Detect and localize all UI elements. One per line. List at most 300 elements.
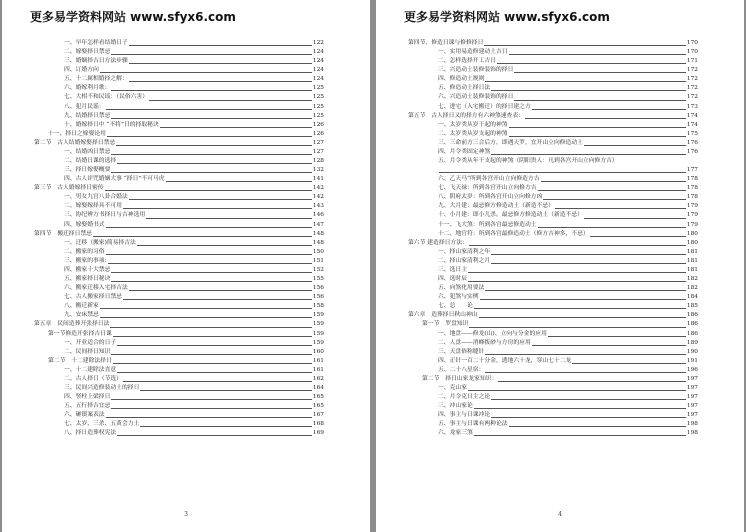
toc-leader-line — [514, 72, 686, 73]
toc-entry-title: 二、结婚日课的选择 — [64, 158, 117, 165]
toc-entry — [34, 157, 324, 166]
toc-entry-title: 第六章 造葬择日秋山神山 — [408, 312, 478, 319]
toc-entry — [34, 348, 324, 357]
toc-entry-page: 161 — [312, 366, 324, 373]
toc-entry-title: 二、民间择日知识 — [64, 348, 111, 355]
toc-entry-title: 第一节 罗盘知识 — [422, 321, 469, 328]
toc-entry-page: 160 — [312, 348, 324, 355]
toc-entry — [408, 420, 698, 429]
toc-entry-page: 197 — [686, 394, 698, 401]
toc-entry-title: 二、搬家的习俗 — [64, 248, 105, 255]
toc-entry-page: 124 — [312, 58, 324, 65]
toc-entry — [408, 402, 698, 411]
toc-entry-page: 152 — [312, 266, 324, 273]
toc-entry — [34, 93, 324, 102]
toc-leader-line — [474, 408, 686, 409]
toc-leader-line — [146, 218, 312, 219]
toc-entry-page: 125 — [312, 94, 324, 101]
toc-entry-title: 七、进宅（入宅搬迁）的择日建之方 — [438, 103, 531, 110]
toc-entry-title: 七、大相不和民谣：（民俗六害） — [64, 94, 149, 101]
toc-leader-line — [485, 290, 686, 291]
toc-entry-title: 一、早年怎样看结婚日子 — [64, 40, 128, 46]
toc-entry-page: 126 — [312, 130, 324, 137]
toc-entry-page: 197 — [686, 384, 698, 391]
toc-entry-page: 189 — [686, 339, 698, 346]
toc-leader-line — [485, 354, 686, 355]
toc-entry-page: 176 — [686, 139, 698, 146]
toc-entry-page: 180 — [686, 230, 698, 237]
toc-leader-line — [123, 208, 312, 209]
toc-leader-line — [541, 181, 686, 182]
toc-leader-line — [491, 254, 686, 255]
toc-entry-page: 151 — [312, 257, 324, 264]
toc-entry-title: 十、小月建：即小儿杀。最忌修方修造动土（新造不忌） — [438, 212, 583, 219]
toc-leader-line — [111, 172, 312, 173]
toc-entry-title: 三、婚姻择吉日方法步骤 — [64, 58, 128, 65]
toc-leader-line — [584, 145, 686, 146]
toc-leader-line — [129, 81, 312, 82]
toc-entry-page: 161 — [312, 357, 324, 364]
toc-entry — [408, 75, 698, 84]
toc-entry — [34, 275, 324, 284]
toc-entry-title: 六、婚嫁利月歌： — [64, 85, 111, 92]
toc-leader-line — [149, 100, 312, 101]
toc-entry — [408, 357, 698, 366]
toc-entry — [408, 175, 698, 184]
toc-leader-line — [497, 63, 686, 64]
toc-entry-page: 126 — [312, 121, 324, 128]
toc-entry-title: 四、正针一百二十分金，透地六十龙，穿山七十二龙 — [438, 357, 572, 364]
toc-entry-title: 三、天盘俗称缝针 — [438, 348, 485, 355]
toc-entry-page: 156 — [312, 285, 324, 292]
toc-entry-title: 七、太岁、三杀、五黄会力士 — [64, 421, 140, 428]
toc-entry-title: 第五节 古人择日又的择方有六神煞速查表： — [408, 112, 524, 119]
toc-leader-line — [123, 381, 312, 382]
toc-entry-page: 197 — [686, 403, 698, 410]
toc-leader-line — [166, 181, 312, 182]
toc-entry — [34, 411, 324, 420]
toc-entry — [34, 121, 324, 130]
toc-leader-line — [509, 136, 686, 137]
toc-entry-title: 三、三命前方三合后方，即遇天罗，宜开山立向修造动土 — [438, 139, 583, 146]
toc-leader-line — [468, 281, 686, 282]
toc-entry — [34, 402, 324, 411]
toc-entry — [408, 48, 698, 57]
toc-entry-page: 170 — [686, 49, 698, 56]
toc-entry-title: 第二节 择日山家龙家知识： — [422, 375, 498, 382]
toc-entry — [408, 166, 698, 175]
toc-entry — [408, 330, 698, 339]
toc-entry — [408, 148, 698, 157]
toc-entry-page: 141 — [312, 176, 324, 183]
toc-entry-title: 七、飞天禄：所到各宫开山立向修方吉 — [438, 185, 537, 192]
toc-entry-title: 二、太岁类从岁支起的神煞 — [438, 130, 508, 137]
toc-entry — [34, 393, 324, 402]
toc-entry-title: 二、月令克日主之论 — [438, 394, 491, 401]
toc-entry-page: 128 — [312, 158, 324, 165]
toc-entry-page: 179 — [686, 221, 698, 228]
toc-entry — [34, 48, 324, 57]
toc-entry — [408, 157, 698, 166]
toc-entry-title: 一、地盘——修龙(山)、立向与分金的应用 — [438, 330, 547, 337]
toc-entry-title: 一、结婚凶日禁忌 — [64, 148, 111, 155]
toc-entry-title: 一、太岁类从岁干起的神煞 — [438, 121, 508, 128]
toc-entry-title: 四、搬家十大禁忌 — [64, 266, 111, 273]
toc-entry-page: 146 — [312, 212, 324, 219]
toc-entry-title: 五、修造动土择日法 — [438, 85, 491, 92]
toc-leader-line — [491, 417, 686, 418]
toc-entry-title: 三、兴造动土装修装饰的择日 — [438, 67, 514, 74]
toc-entry-title: 四、订婚方向 — [64, 67, 99, 74]
toc-leader-line — [123, 299, 312, 300]
toc-leader-line — [509, 127, 686, 128]
toc-entry-title: 第五章 民间造葬开张择日法 — [34, 321, 110, 328]
toc-leader-line — [111, 408, 312, 409]
toc-entry-page: 186 — [686, 330, 698, 337]
toc-entry — [408, 57, 698, 66]
toc-leader-line — [113, 363, 312, 364]
toc-leader-line — [140, 390, 312, 391]
toc-entry-page: 125 — [312, 103, 324, 110]
toc-entry-page: 165 — [312, 394, 324, 401]
toc-entry — [408, 202, 698, 211]
toc-leader-line — [129, 45, 312, 46]
toc-leader-line — [129, 199, 312, 200]
toc-leader-line — [100, 308, 312, 309]
toc-entry-page: 181 — [686, 248, 698, 255]
toc-entry-page: 186 — [686, 312, 698, 319]
toc-leader-line — [106, 254, 312, 255]
toc-entry-page: 178 — [686, 176, 698, 183]
left-page — [2, 0, 370, 532]
toc-entry-title: 二、古人择日（节选） — [64, 375, 122, 382]
toc-leader-line — [514, 100, 686, 101]
toc-entry — [408, 293, 698, 302]
toc-entry-page: 172 — [686, 67, 698, 74]
toc-leader-line — [480, 299, 686, 300]
toc-entry-title: 一、克山家 — [438, 384, 467, 391]
toc-entry — [34, 148, 324, 157]
toc-leader-line — [107, 136, 312, 137]
toc-entry — [34, 293, 324, 302]
toc-entry-title: 二、嫁娶择日禁忌 — [64, 49, 111, 56]
toc-entry-title: 四、选时辰 — [438, 276, 467, 283]
toc-entry — [408, 221, 698, 230]
toc-entry-page: 159 — [312, 339, 324, 346]
toc-entry — [34, 330, 324, 339]
toc-leader-line — [93, 236, 312, 237]
toc-entry-page: 181 — [686, 266, 698, 273]
toc-leader-line — [543, 199, 686, 200]
toc-leader-line — [111, 354, 312, 355]
toc-entry-page: 150 — [312, 248, 324, 255]
toc-leader-line — [491, 263, 686, 264]
toc-entry — [408, 184, 698, 193]
toc-leader-line — [117, 163, 312, 164]
toc-entry-title: 九、安床禁忌 — [64, 312, 99, 319]
toc-entry-title: 七、古人搬家择日禁忌 — [64, 294, 122, 301]
toc-entry-title: 第二节 十二建除法择日 — [48, 357, 112, 364]
toc-entry — [408, 257, 698, 266]
toc-entry — [34, 66, 324, 75]
toc-entry — [408, 393, 698, 402]
toc-entry-title: 五、月令类从年干支起的神煞（阴阳贵人：凡到各宫开山立向修方吉） — [438, 158, 618, 165]
toc-entry-page: 176 — [686, 148, 698, 155]
toc-entry — [408, 93, 698, 102]
toc-entry-page: 197 — [686, 412, 698, 419]
toc-leader-line — [532, 345, 686, 346]
toc-entry-title: 五、向煞化用要法 — [438, 285, 485, 292]
toc-entry-page: 191 — [686, 357, 698, 364]
toc-leader-line — [129, 290, 312, 291]
toc-leader-line — [106, 109, 312, 110]
toc-entry-title: 六、搬家迁移入宅择吉法 — [64, 285, 128, 292]
toc-entry-title: 四、修造动土规则 — [438, 76, 485, 83]
toc-entry-title: 十一、择日之嫁娶论用 — [48, 130, 106, 137]
toc-entry — [408, 284, 698, 293]
toc-entry — [34, 211, 324, 220]
toc-leader-line — [111, 272, 312, 273]
toc-entry — [34, 257, 324, 266]
toc-entry-page: 174 — [686, 112, 698, 119]
toc-leader-line — [485, 81, 686, 82]
toc-entry-page: 148 — [312, 230, 324, 237]
toc-entry-title: 十一、飞大煞：所到各宫最忌修造动土 — [438, 221, 537, 228]
toc-entry-page: 159 — [312, 321, 324, 328]
toc-entry — [408, 311, 698, 320]
toc-entry — [408, 384, 698, 393]
toc-leader-line — [498, 381, 686, 382]
toc-leader-line — [105, 190, 312, 191]
toc-entry-page: 182 — [686, 276, 698, 283]
toc-entry-page: 172 — [686, 85, 698, 92]
toc-entry — [408, 66, 698, 75]
toc-leader-line — [474, 435, 686, 436]
toc-entry-page: 165 — [312, 403, 324, 410]
toc-leader-line — [113, 336, 312, 337]
toc-entry-title: 三、择日嫁娶概要 — [64, 167, 111, 174]
toc-entry-page: 179 — [686, 203, 698, 210]
toc-leader-line — [484, 45, 686, 46]
toc-entry — [34, 429, 324, 438]
toc-entry-page: 179 — [686, 212, 698, 219]
toc-entry-title: 六、龙家三煞 — [438, 430, 473, 437]
toc-entry-page: 124 — [312, 49, 324, 56]
toc-entry — [34, 311, 324, 320]
toc-entry-title: 第一节修造开张择吉日课 — [48, 330, 112, 337]
toc-entry-title: 七、总 论 — [438, 303, 473, 310]
toc-entry-page: 198 — [686, 421, 698, 428]
toc-leader-line — [100, 317, 312, 318]
toc-entry-page: 148 — [312, 239, 324, 246]
toc-entry-page: 182 — [686, 285, 698, 292]
right-page-header: 更多易学资料网站 www.sfyx6.com — [404, 10, 610, 24]
toc-leader-line — [491, 154, 686, 155]
toc-entry-title: 第三节 古人婚嫁择日密传 — [34, 185, 104, 192]
toc-entry — [408, 320, 698, 329]
toc-entry-page: 197 — [686, 375, 698, 382]
toc-leader-line — [474, 308, 686, 309]
toc-leader-line — [100, 72, 312, 73]
toc-leader-line — [129, 63, 312, 64]
toc-entry-page: 122 — [312, 40, 324, 46]
toc-entry — [34, 266, 324, 275]
toc-leader-line — [491, 90, 686, 91]
toc-entry — [408, 302, 698, 311]
toc-entry-title: 三、搬家的事项: — [64, 257, 107, 264]
toc-entry-page: 180 — [686, 239, 698, 246]
toc-entry — [34, 248, 324, 257]
toc-entry — [34, 75, 324, 84]
left-page-header: 更多易学资料网站 www.sfyx6.com — [30, 10, 236, 24]
toc-entry — [408, 366, 698, 375]
toc-leader-line — [108, 263, 312, 264]
toc-entry-page: 173 — [686, 103, 698, 110]
toc-entry-title: 四、事主与日课冲论 — [438, 412, 491, 419]
toc-entry-title: 第二节 古人结婚嫁娶择日禁忌 — [34, 139, 116, 146]
toc-entry-title: 二、择山家清利之月 — [438, 257, 491, 264]
toc-entry-title: 四、嫁娶婚书式 — [64, 221, 105, 228]
toc-entry-page: 172 — [686, 94, 698, 101]
toc-entry — [408, 139, 698, 148]
toc-entry — [34, 384, 324, 393]
toc-leader-line — [479, 317, 686, 318]
toc-leader-line — [140, 426, 312, 427]
right-page-number: 4 — [558, 511, 562, 518]
toc-entry-title: 六、乙天马“所到各宫开山立向修造方吉 — [438, 176, 540, 183]
toc-leader-line — [525, 118, 686, 119]
toc-entry-title: 五、搬家择日秘诀 — [64, 276, 111, 283]
toc-entry-page: 169 — [312, 430, 324, 437]
toc-entry — [34, 284, 324, 293]
toc-entry-page: 158 — [312, 303, 324, 310]
toc-entry-title: 九、大月建：最忌修方修造动土（新造不忌） — [438, 203, 554, 210]
right-page — [376, 0, 744, 532]
toc-entry — [408, 39, 698, 48]
toc-entry — [34, 366, 324, 375]
toc-leader-line — [111, 281, 312, 282]
toc-entry — [408, 84, 698, 93]
toc-entry — [408, 339, 698, 348]
toc-entry — [34, 84, 324, 93]
toc-entry-title: 八、搬迁新家 — [64, 303, 99, 310]
toc-entry-page: 185 — [686, 303, 698, 310]
toc-entry-page: 171 — [686, 58, 698, 65]
left-toc-list — [34, 39, 324, 438]
toc-entry-page: 170 — [686, 40, 698, 46]
toc-leader-line — [548, 336, 686, 337]
toc-entry-page: 156 — [312, 294, 324, 301]
toc-entry — [408, 121, 698, 130]
toc-entry-title: 三、选日主 — [438, 266, 467, 273]
toc-entry-title: 十二、地官符：所到各宫最修造动土（修方吉神多，不忌） — [438, 230, 589, 237]
toc-entry-title: 五、十二属相婚择之解： — [64, 76, 128, 83]
toc-entry — [34, 130, 324, 139]
toc-entry — [34, 302, 324, 311]
toc-entry-page: 159 — [312, 312, 324, 319]
toc-leader-line — [469, 245, 686, 246]
toc-entry-page: 125 — [312, 112, 324, 119]
toc-leader-line — [106, 227, 312, 228]
toc-entry — [34, 139, 324, 148]
toc-entry — [408, 275, 698, 284]
toc-entry-title: 八、择日造葬权宪法 — [64, 430, 117, 437]
toc-leader-line — [532, 109, 686, 110]
toc-leader-line — [538, 190, 686, 191]
toc-entry-title: 五、五行择吉宜忌 — [64, 403, 111, 410]
toc-entry-title: 第四节 搬迁择日禁忌 — [34, 230, 92, 237]
toc-entry-page: 155 — [312, 276, 324, 283]
toc-entry-title: 三、冲山家论 — [438, 403, 473, 410]
toc-entry-page: 125 — [312, 85, 324, 92]
toc-entry-title: 一、开业适合的日子 — [64, 339, 117, 346]
toc-entry-title: 二、嫁娶嫁择具不可用 — [64, 203, 122, 210]
toc-entry-title: 四、月令类固定神煞 — [438, 148, 491, 155]
toc-entry — [408, 248, 698, 257]
toc-entry-page: 143 — [312, 203, 324, 210]
toc-entry-page: 127 — [312, 139, 324, 146]
toc-entry — [34, 239, 324, 248]
toc-entry-title: 八、犯月民谣： — [64, 103, 105, 110]
toc-entry-title: 四、古人评咒婚姻大事 “择日”不可马虎 — [64, 176, 165, 183]
toc-entry-title: 八、阴府太岁：所到各宫开山立向修方凶 — [438, 194, 543, 201]
toc-leader-line — [572, 363, 686, 364]
toc-entry-page: 186 — [686, 321, 698, 328]
toc-entry — [408, 266, 698, 275]
toc-entry-page: 175 — [686, 130, 698, 137]
toc-entry — [408, 193, 698, 202]
toc-leader-line — [111, 154, 312, 155]
toc-entry-page: 164 — [312, 384, 324, 391]
toc-entry — [34, 184, 324, 193]
toc-entry-title: 二、人盘——消峰拨砂与方房的应用 — [438, 339, 531, 346]
toc-leader-line — [111, 54, 312, 55]
toc-entry-title: 第四节、修造日课与修修择日 — [408, 40, 484, 46]
toc-entry — [34, 103, 324, 112]
toc-entry — [34, 112, 324, 121]
toc-entry — [408, 230, 698, 239]
toc-entry-page: 159 — [312, 330, 324, 337]
toc-leader-line — [485, 372, 686, 373]
toc-leader-line — [584, 218, 686, 219]
toc-entry-page: 181 — [686, 257, 698, 264]
toc-entry-page: 142 — [312, 185, 324, 192]
toc-leader-line — [491, 399, 686, 400]
toc-entry — [408, 130, 698, 139]
toc-entry — [408, 112, 698, 121]
toc-leader-line — [468, 272, 686, 273]
toc-entry-page: 168 — [312, 421, 324, 428]
toc-entry-page: 190 — [686, 348, 698, 355]
toc-entry — [408, 375, 698, 384]
toc-entry-page: 178 — [686, 194, 698, 201]
toc-entry — [408, 348, 698, 357]
toc-leader-line — [469, 327, 686, 328]
toc-entry-page: 162 — [312, 375, 324, 382]
toc-leader-line — [439, 172, 686, 173]
toc-entry-title: 二、怎样选择开工吉日 — [438, 58, 496, 65]
toc-leader-line — [111, 90, 312, 91]
toc-entry — [34, 175, 324, 184]
toc-entry-page: 147 — [312, 221, 324, 228]
toc-entry — [408, 239, 698, 248]
toc-entry-page: 196 — [686, 366, 698, 373]
toc-entry-title: 五、事主与日课有两种论法 — [438, 421, 508, 428]
toc-entry-title: 一、迁移（搬家)简易择吉法 — [64, 239, 136, 246]
toc-entry-title: 九、结婚择日禁忌 — [64, 112, 111, 119]
right-toc-list — [408, 39, 698, 438]
toc-entry-title: 六、砸镇案表法 — [64, 412, 105, 419]
